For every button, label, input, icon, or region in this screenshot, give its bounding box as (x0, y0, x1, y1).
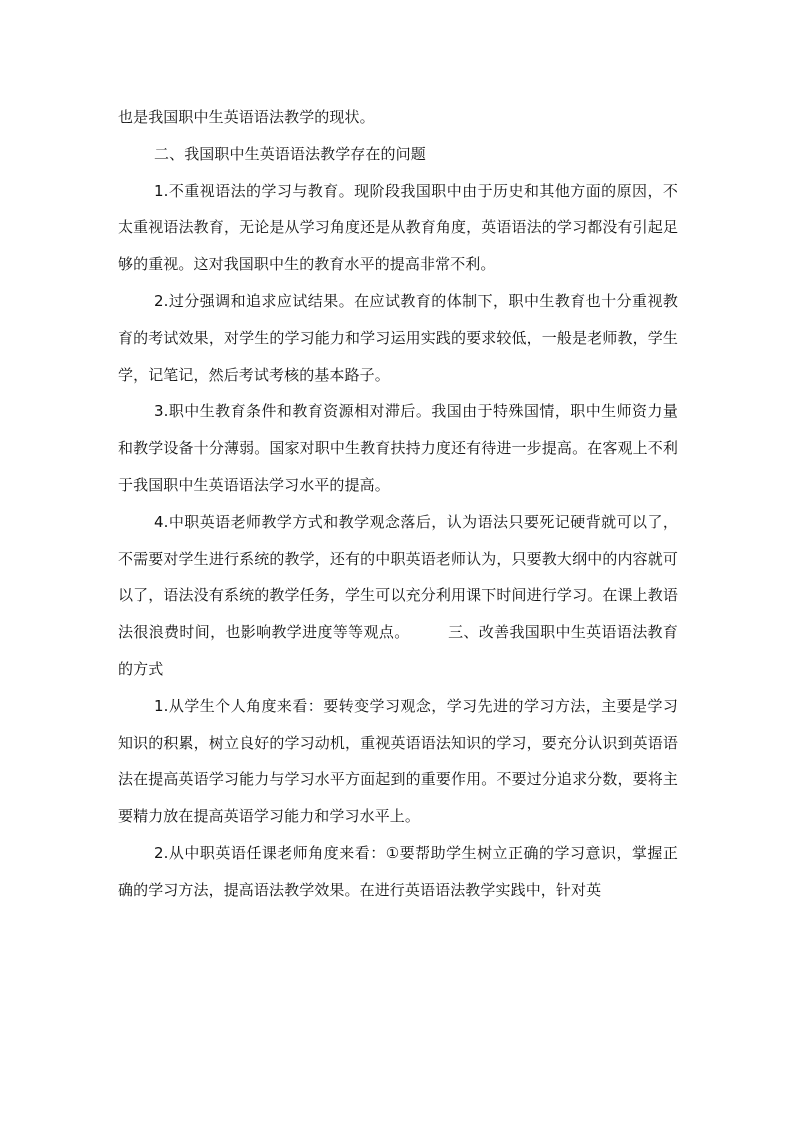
section-heading-problems: 二、我国职中生英语语法教学存在的问题 (154, 144, 426, 163)
paragraph-problem-2: 2.过分强调和追求应试结果。在应试教育的体制下，职中生教育也十分重视教育的考试效果，对学生的学习能力和学习运用实践的要求较低，一般是老师教，学生学，记笔记，然后考试考核的基本路子。 (118, 291, 678, 384)
paragraph-continuation: 也是我国职中生英语语法教学的现状。 (118, 108, 375, 126)
paragraph-problem-1: 1.不重视语法的学习与教育。现阶段我国职中由于历史和其他方面的原因，不太重视语法教育，无论是从学习角度还是从教育角度，英语语法的学习都没有引起足够的重视。这对我国职中生的教育水平的提高非常不利。 (118, 181, 678, 274)
paragraph-improvement-1: 1.从学生个人角度来看：要转变学习观念，学习先进的学习方法，主要是学习知识的积累，树立良好的学习动机，重视英语语法知识的学习，要充分认识到英语语法在提高英语学习能力与学习水平方面起到的重要作用。不要过分追求分数，要将主要精力放在提高英语学习能力和学习水平上。 (118, 696, 678, 826)
paragraph-problem-4: 4.中职英语老师教学方式和教学观念落后，认为语法只要死记硬背就可以了，不需要对学生进行系统的教学，还有的中职英语老师认为，只要教大纲中的内容就可以了，语法没有系统的教学任务，学生可以充分利用课下时间进行学习。在课上教语法很浪费时间，也影响教学进度等等观点。 三、改善我国职中生英语语法教育的方式 (118, 512, 678, 678)
paragraph-improvement-2: 2.从中职英语任课老师角度来看：①要帮助学生树立正确的学习意识，掌握正确的学习方法，提高语法教学效果。在进行英语语法教学实践中，针对英 (118, 843, 678, 899)
paragraph-problem-3: 3.职中生教育条件和教育资源相对滞后。我国由于特殊国情，职中生师资力量和教学设备十分薄弱。国家对职中生教育扶持力度还有待进一步提高。在客观上不利于我国职中生英语语法学习水平的提高。 (118, 402, 678, 494)
document-body (118, 99, 678, 909)
